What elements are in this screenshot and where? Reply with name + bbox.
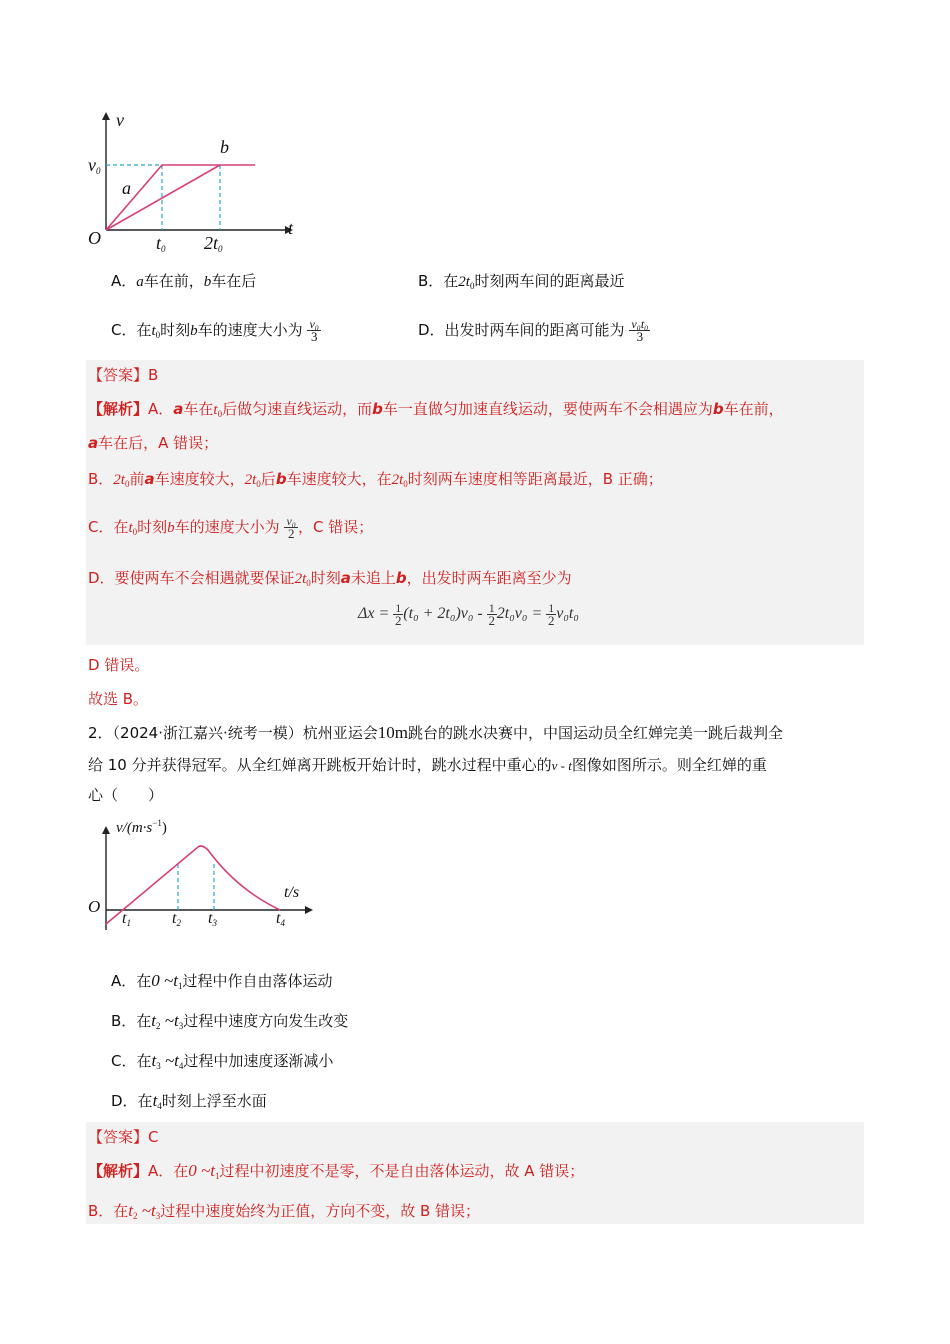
q1-d-fraction: $\frac{\text{v₀t₀}}{3}$ <box>631 317 649 344</box>
graph1-tick-t0: $t_0$ <box>156 233 166 254</box>
answer-1: 【答案】B <box>88 366 159 384</box>
q2-intro-line-3: 心（ ） <box>88 786 164 804</box>
analysis-1-line-a2: a车在后，A 错误； <box>88 434 219 452</box>
q1-option-b: B．在$2t_0$时刻两车间的距离最近 <box>418 272 625 291</box>
q1-option-a: A．a车在前，b车在后 <box>111 272 257 290</box>
graph1-axis-v: v <box>116 110 124 130</box>
q1-option-d: D．出发时两车间的距离可能为 $\frac{\text{v₀t₀}}{3}$ <box>418 317 649 344</box>
graph1-v0-label: $v_0$ <box>88 155 101 176</box>
q2-intro-line-2: 给 10 分并获得冠军。从全红婵离开跳板开始计时，跳水过程中重心的v - t图像如图所示。则全红婵的重 <box>88 756 767 774</box>
graph2-origin: O <box>88 897 101 916</box>
graph1-tick-2t0: $2t_0$ <box>204 233 223 254</box>
q2-option-d: D．在$t_4$时刻上浮至水面 <box>111 1091 267 1111</box>
analysis-1-line-b: B．$2t_0$前a车速度较大，$2t_0$后b车速度较大，在$2t_0$时刻两车速度相等距离最近，B 正确； <box>88 470 663 489</box>
graph2-tick-t3: $t_3$ <box>208 910 217 928</box>
vt-graph-1 <box>80 110 310 260</box>
graph1-line-b-label: b <box>220 137 229 157</box>
graph2-tick-t1: $t_1$ <box>122 910 131 928</box>
q2-option-c: C．在$t_3$ $\sim t_4$过程中加速度逐渐减小 <box>111 1051 334 1071</box>
analysis-1-conclusion: 故选 B。 <box>88 690 149 708</box>
analysis-1-line-c: C．在$t_0$时刻b车的速度大小为 $\frac{\text{v₀}}{2}$ ，C 错误； <box>88 514 374 541</box>
q2-intro-line-1: 2．（2024·浙江嘉兴·统考一模）杭州亚运会10m跳台的跳水决赛中，中国运动员全红婵完美一跳后裁判全 <box>88 723 784 742</box>
analysis-1-d-wrong: D 错误。 <box>88 656 150 674</box>
analysis-2-line-a: 【解析】A．在0 $\sim t_1$过程中初速度不是零，不是自由落体运动，故 A 错误； <box>88 1161 585 1181</box>
q1-option-c: C．在$t_0$时刻b车的速度大小为 $\frac{\text{v₀}}{3}$ <box>111 317 319 344</box>
analysis-1-line-a: 【解析】A．a车在$t_0$后做匀速直线运动，而b车一直做匀加速直线运动，要使两车不会相遇应为b车在前， <box>88 400 784 419</box>
graph2-tick-t4: $t_4$ <box>276 910 285 928</box>
analysis-1-formula: Δx = $\frac{1}{2}$ (t₀ + 2t₀)v₀ - $\frac{1}{2}$ 2t₀v₀ = $\frac{1}{2}$ v₀t₀ <box>358 601 579 628</box>
graph2-axis-v: $v/(m\cdot s^{-1})$ <box>116 818 167 836</box>
graph1-line-a-label: a <box>122 178 131 198</box>
graph1-origin: O <box>88 228 101 248</box>
q2-option-b: B．在$t_2$ $\sim t_3$过程中速度方向发生改变 <box>111 1011 349 1031</box>
q2-option-a: A．在0 $\sim t_1$过程中作自由落体运动 <box>111 971 333 991</box>
answer-2: 【答案】C <box>88 1128 159 1146</box>
graph1-axis-t: t <box>288 218 294 238</box>
q1-c-fraction: $\frac{\text{v₀}}{3}$ <box>309 317 319 344</box>
analysis-1-c-fraction: $\frac{\text{v₀}}{2}$ <box>286 514 296 541</box>
graph2-tick-t2: $t_2$ <box>172 910 181 928</box>
analysis-1-line-d: D．要使两车不会相遇就要保证$2t_0$时刻a未追上b，出发时两车距离至少为 <box>88 569 572 588</box>
analysis-2-line-b: B．在$t_2$ $\sim t_3$过程中速度始终为正值，方向不变，故 B 错误； <box>88 1201 481 1221</box>
graph2-axis-t: t/s <box>284 884 300 901</box>
